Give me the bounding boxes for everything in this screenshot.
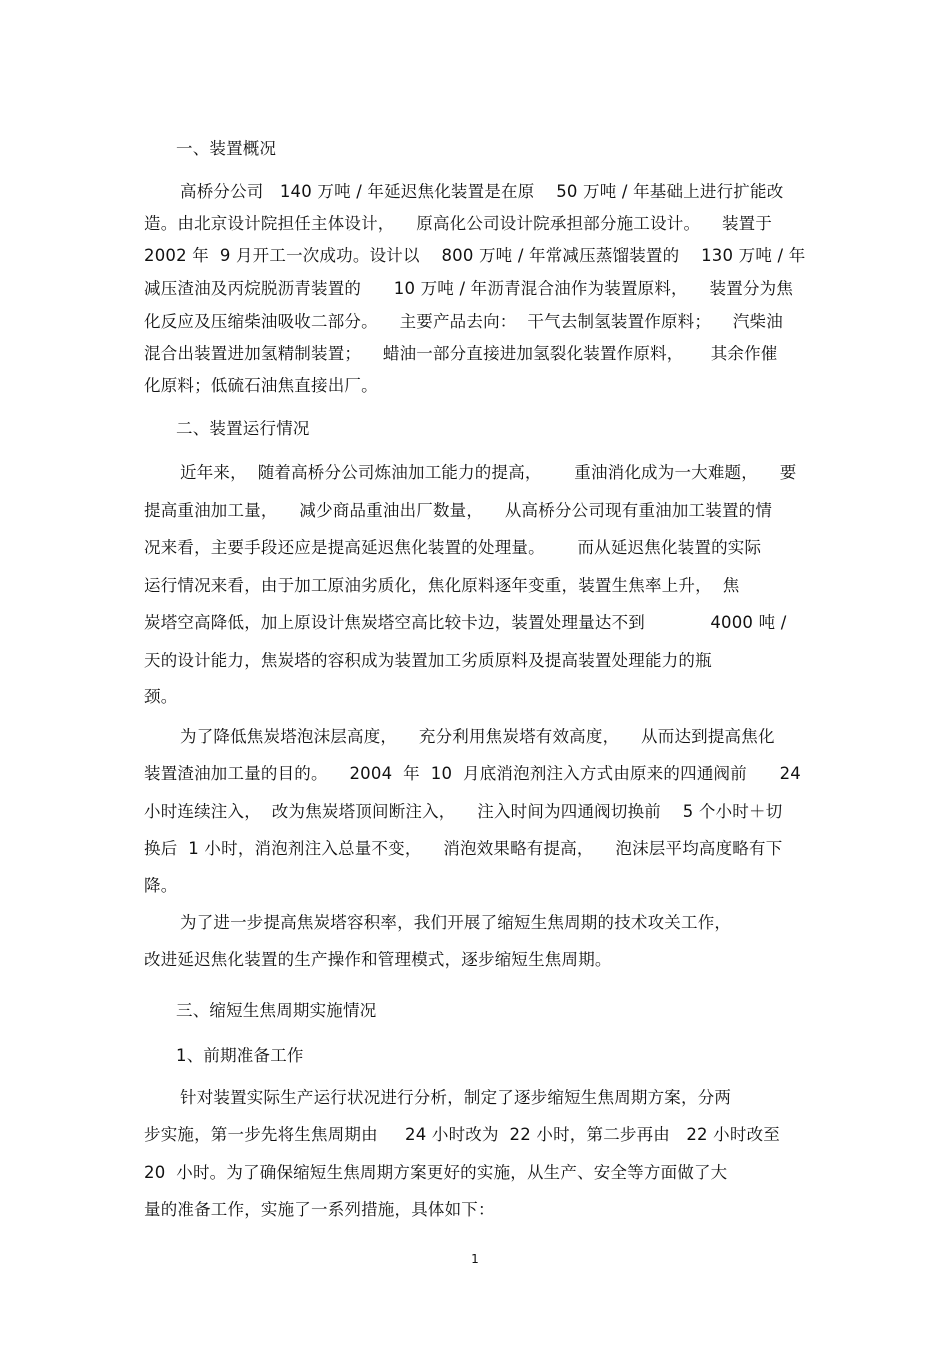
section-heading-operation: 二、装置运行情况	[176, 419, 310, 438]
paragraph-line: 为了进一步提高焦炭塔容积率，我们开展了缩短生焦周期的技术攻关工作，	[180, 913, 732, 932]
paragraph-line: 炭塔空高降低，加上原设计焦炭塔空高比较卡边，装置处理量达不到 4000 吨 /	[144, 613, 787, 632]
section-heading-overview: 一、装置概况	[176, 139, 277, 158]
paragraph-line: 小时连续注入， 改为焦炭塔顶间断注入， 注入时间为四通阀切换前 5 个小时＋切	[144, 802, 783, 821]
paragraph-line: 况来看，主要手段还应是提高延迟焦化装置的处理量。 而从延迟焦化装置的实际	[144, 538, 762, 557]
paragraph-line: 步实施，第一步先将生焦周期由 24 小时改为 22 小时，第二步再由 22 小时改至	[144, 1125, 780, 1144]
paragraph-line: 化原料；低硫石油焦直接出厂。	[144, 376, 378, 395]
paragraph-line: 高桥分公司 140 万吨 / 年延迟焦化装置是在原 50 万吨 / 年基础上进行扩能改	[180, 182, 784, 201]
paragraph-line: 2002 年 9 月开工一次成功。设计以 800 万吨 / 年常减压蒸馏装置的 130 万吨 / 年	[144, 246, 806, 265]
paragraph-line: 换后 1 小时，消泡剂注入总量不变， 消泡效果略有提高， 泡沫层平均高度略有下	[144, 839, 783, 858]
paragraph-line: 针对装置实际生产运行状况进行分析，制定了逐步缩短生焦周期方案，分两	[180, 1088, 732, 1107]
paragraph-line: 化反应及压缩柴油吸收二部分。 主要产品去向： 干气去制氢装置作原料； 汽柴油	[144, 312, 783, 331]
paragraph-line: 混合出装置进加氢精制装置； 蜡油一部分直接进加氢裂化装置作原料， 其余作催	[144, 344, 778, 363]
paragraph-line: 装置渣油加工量的目的。 2004 年 10 月底消泡剂注入方式由原来的四通阀前 24	[144, 764, 802, 783]
paragraph-line: 颈。	[144, 687, 178, 706]
section-heading-implementation: 三、缩短生焦周期实施情况	[176, 1001, 377, 1020]
paragraph-line: 造。由北京设计院担任主体设计， 原高化公司设计院承担部分施工设计。 装置于	[144, 214, 773, 233]
paragraph-line: 量的准备工作，实施了一系列措施，具体如下：	[144, 1200, 495, 1219]
paragraph-line: 降。	[144, 876, 178, 895]
paragraph-line: 改进延迟焦化装置的生产操作和管理模式，逐步缩短生焦周期。	[144, 950, 612, 969]
paragraph-line: 近年来， 随着高桥分公司炼油加工能力的提高， 重油消化成为一大难题， 要	[180, 463, 797, 482]
page-number: 1	[471, 1252, 479, 1266]
subsection-heading-preparation: 1、前期准备工作	[176, 1046, 304, 1065]
paragraph-line: 减压渣油及丙烷脱沥青装置的 10 万吨 / 年沥青混合油作为装置原料， 装置分为焦	[144, 279, 794, 298]
paragraph-line: 提高重油加工量， 减少商品重油出厂数量， 从高桥分公司现有重油加工装置的情	[144, 501, 773, 520]
paragraph-line: 天的设计能力，焦炭塔的容积成为装置加工劣质原料及提高装置处理能力的瓶	[144, 651, 712, 670]
paragraph-line: 运行情况来看，由于加工原油劣质化，焦化原料逐年变重，装置生焦率上升， 焦	[144, 576, 740, 595]
paragraph-line: 为了降低焦炭塔泡沫层高度， 充分利用焦炭塔有效高度， 从而达到提高焦化	[180, 727, 775, 746]
paragraph-line: 20 小时。为了确保缩短生焦周期方案更好的实施，从生产、安全等方面做了大	[144, 1163, 728, 1182]
